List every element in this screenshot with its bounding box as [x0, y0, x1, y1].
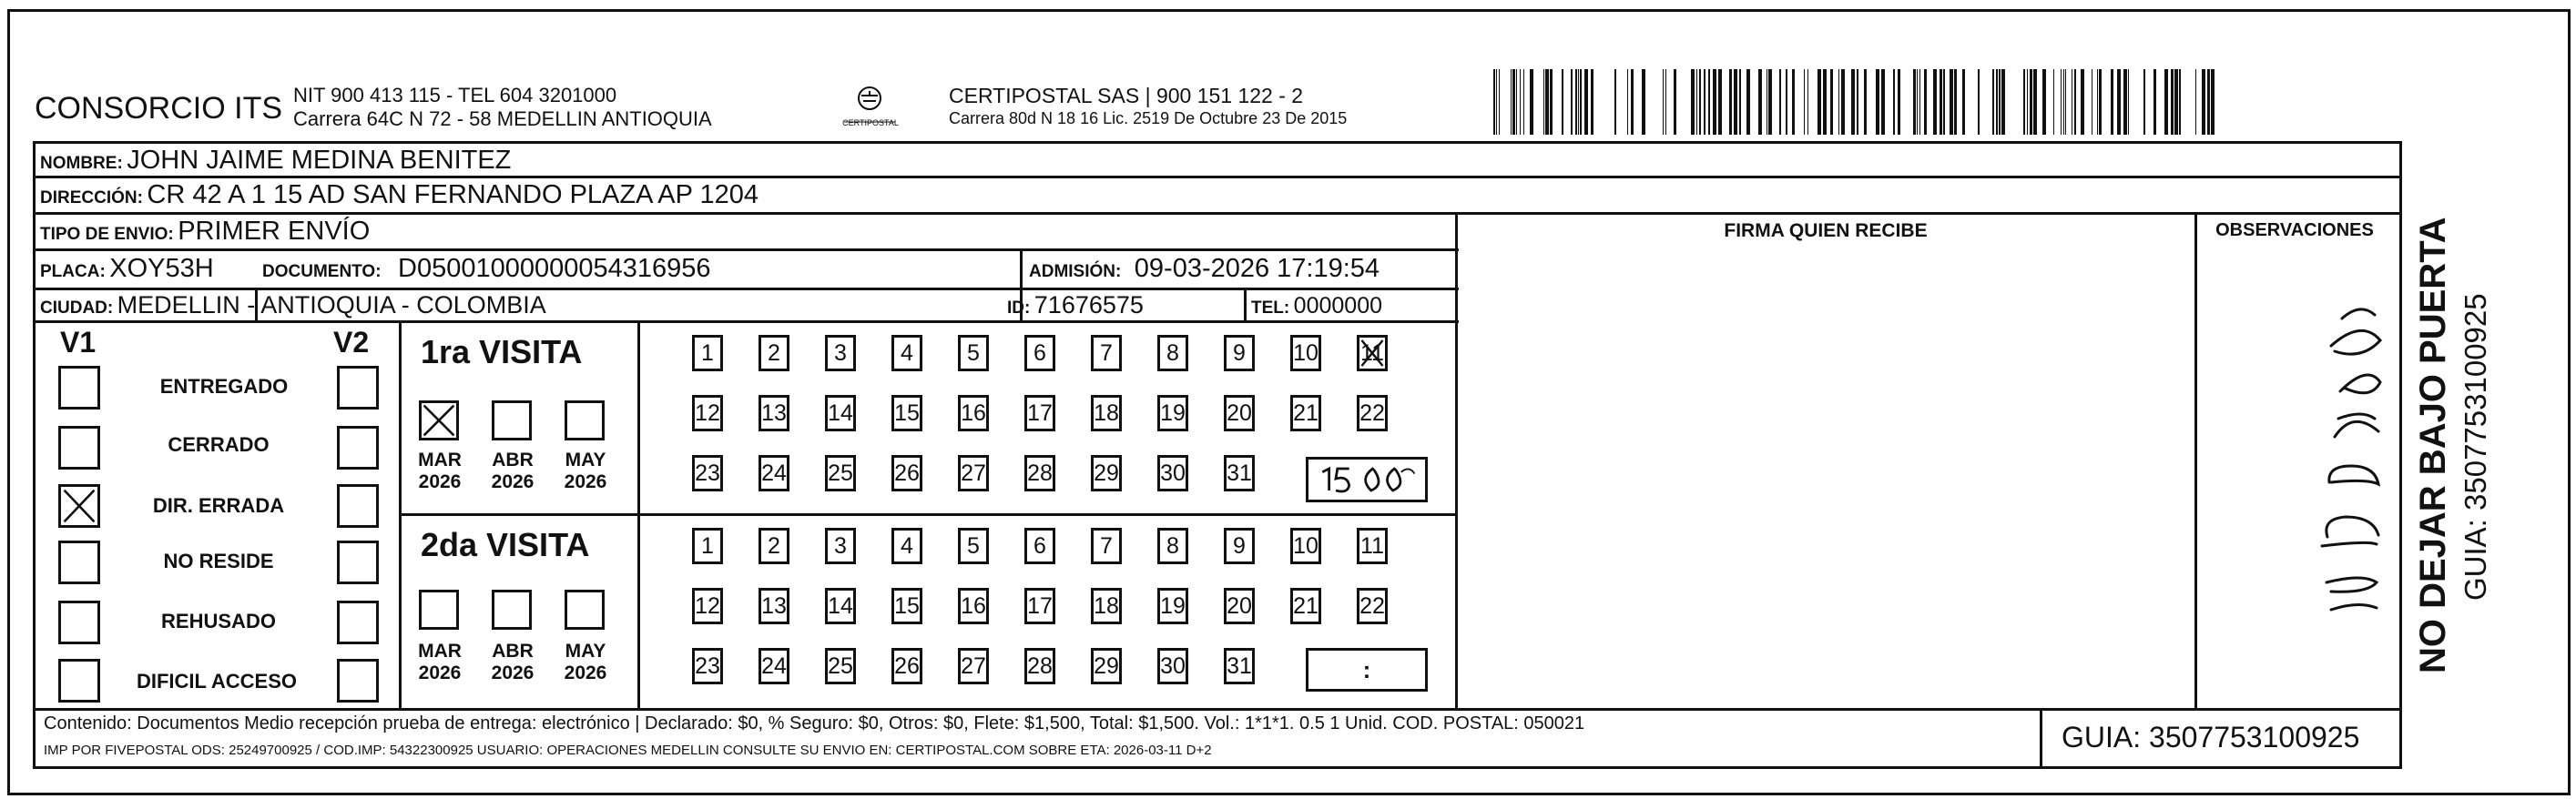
handwritten-observation: [2295, 291, 2395, 619]
v2-checkbox-no-reside[interactable]: [337, 541, 379, 584]
status-entregado: ENTREGADO: [159, 375, 289, 398]
v2-checkbox-dir-errada[interactable]: [337, 484, 379, 528]
tel-label: TEL:: [1251, 298, 1290, 318]
footer-print-info: IMP POR FIVEPOSTAL ODS: 25249700925 / COD.IMP: 54322300925 USUARIO: OPERACIONES MEDELLIN CONSULTE SU ENVIO EN: CERTIPOSTAL.COM SOBRE ETA: 2026-03-11 D+2: [44, 743, 1212, 758]
first-visit-day-7[interactable]: 7: [1091, 335, 1122, 371]
footer-line: [33, 708, 2402, 711]
first-visit-day-3[interactable]: 3: [825, 335, 856, 371]
second-visit-month-may[interactable]: [565, 590, 605, 630]
v1-checkbox-dir-errada[interactable]: [58, 484, 100, 528]
first-visit-day-27[interactable]: 27: [958, 455, 989, 491]
col-line: [1244, 288, 1247, 320]
status-rehusado: REHUSADO: [161, 610, 276, 632]
id-label: ID:: [1007, 298, 1031, 318]
shipment-type-label: TIPO DE ENVIO:: [40, 225, 174, 244]
first-visit-month-label-abr: ABR 2026: [491, 450, 535, 492]
tel-value: 0000000: [1293, 293, 1382, 319]
first-visit-day-4[interactable]: 4: [891, 335, 922, 371]
first-visit-day-15[interactable]: 15: [891, 395, 922, 431]
second-visit-day-17[interactable]: 17: [1024, 588, 1055, 624]
second-visit-time-box[interactable]: [1306, 648, 1428, 692]
v1-checkbox-rehusado[interactable]: [58, 601, 100, 644]
first-visit-month-label-mar: MAR 2026: [418, 450, 462, 492]
second-visit-day-4[interactable]: 4: [891, 528, 922, 564]
first-visit-day-25[interactable]: 25: [825, 455, 856, 491]
second-visit-day-31[interactable]: 31: [1224, 648, 1255, 684]
col-line: [2040, 708, 2042, 769]
plate-field: [40, 254, 214, 284]
company-name: CONSORCIO ITS: [35, 91, 283, 126]
second-visit-day-24[interactable]: 24: [759, 648, 789, 684]
first-visit-day-13[interactable]: 13: [759, 395, 789, 431]
second-visit-day-13[interactable]: 13: [759, 588, 789, 624]
first-visit-day-19[interactable]: 19: [1157, 395, 1188, 431]
first-visit-day-10[interactable]: 10: [1290, 335, 1321, 371]
second-visit-day-10[interactable]: 10: [1290, 528, 1321, 564]
first-visit-day-24[interactable]: 24: [759, 455, 789, 491]
second-visit-day-22[interactable]: 22: [1357, 588, 1388, 624]
second-visit-day-12[interactable]: 12: [692, 588, 723, 624]
first-visit-day-12[interactable]: 12: [692, 395, 723, 431]
second-visit-day-21[interactable]: 21: [1290, 588, 1321, 624]
first-visit-day-8[interactable]: 8: [1157, 335, 1188, 371]
certipostal-logo-icon: [833, 82, 906, 137]
first-visit-title: 1ra VISITA: [421, 333, 583, 370]
v1-checkbox-no-reside[interactable]: [58, 541, 100, 584]
name-label: NOMBRE:: [40, 154, 123, 173]
v1-checkbox-dificil-acceso[interactable]: [58, 659, 100, 703]
first-visit-day-21[interactable]: 21: [1290, 395, 1321, 431]
document-label: DOCUMENTO:: [262, 262, 382, 281]
shipment-type-row: [40, 217, 370, 247]
first-visit-month-abr[interactable]: [492, 400, 532, 440]
admission-label: ADMISIÓN:: [1029, 262, 1122, 281]
second-visit-month-label-may: MAY 2026: [564, 641, 607, 683]
second-visit-day-28[interactable]: 28: [1024, 648, 1055, 684]
side-guide-number: GUIA: 3507753100925: [2459, 293, 2492, 601]
document-field: [262, 254, 711, 284]
v1-checkbox-entregado[interactable]: [58, 366, 100, 410]
second-visit-day-11[interactable]: 11: [1357, 528, 1388, 564]
second-visit-day-20[interactable]: 20: [1224, 588, 1255, 624]
barcode: [1493, 69, 2222, 135]
first-visit-day-22[interactable]: 22: [1357, 395, 1388, 431]
address-label: DIRECCIÓN:: [40, 188, 143, 207]
first-visit-month-mar[interactable]: [419, 400, 459, 440]
row-line: [33, 320, 1459, 323]
second-visit-month-abr[interactable]: [492, 590, 532, 630]
first-visit-day-17[interactable]: 17: [1024, 395, 1055, 431]
handwritten-note-icon: [2295, 291, 2395, 619]
first-visit-day-20[interactable]: 20: [1224, 395, 1255, 431]
observations-header: OBSERVACIONES: [2215, 220, 2374, 240]
first-visit-day-28[interactable]: 28: [1024, 455, 1055, 491]
status-dificil-acceso: DIFICIL ACCESO: [136, 670, 297, 693]
first-visit-day-1[interactable]: 1: [692, 335, 723, 371]
status-dir-errada: DIR. ERRADA: [152, 494, 285, 517]
row-line: [33, 212, 2402, 215]
id-field: [1007, 291, 1144, 319]
second-visit-title: 2da VISITA: [421, 526, 590, 563]
first-visit-day-2[interactable]: 2: [759, 335, 789, 371]
first-visit-day-18[interactable]: 18: [1091, 395, 1122, 431]
side-warning: NO DEJAR BAJO PUERTA: [2413, 217, 2453, 673]
admission-value: 09-03-2026 17:19:54: [1134, 254, 1380, 283]
company-address: Carrera 64C N 72 - 58 MEDELLIN ANTIOQUIA: [293, 107, 712, 130]
check-x-icon: [61, 487, 97, 525]
address-row: [40, 180, 759, 210]
v2-label: V2: [333, 326, 370, 359]
v2-checkbox-entregado[interactable]: [337, 366, 379, 410]
first-visit-day-6[interactable]: 6: [1024, 335, 1055, 371]
second-visit-day-16[interactable]: 16: [958, 588, 989, 624]
second-visit-month-label-abr: ABR 2026: [491, 641, 535, 683]
second-visit-day-7[interactable]: 7: [1091, 528, 1122, 564]
city-label: CIUDAD:: [40, 298, 114, 318]
second-visit-day-5[interactable]: 5: [958, 528, 989, 564]
first-visit-day-16[interactable]: 16: [958, 395, 989, 431]
handwritten-time: [1308, 459, 1425, 501]
signature-header: FIRMA QUIEN RECIBE: [1724, 220, 1928, 241]
second-visit-day-29[interactable]: 29: [1091, 648, 1122, 684]
footer-content: Contenido: Documentos Medio recepción prueba de entrega: electrónico | Declarado: $0, % Seguro: $0, Otros: $0, Flete: $1,500, Total: $1,500. Vol.: 1*1*1. 0.5 1 Unid. COD. POSTAL: 050021: [44, 713, 1585, 733]
first-visit-month-may[interactable]: [565, 400, 605, 440]
second-visit-day-25[interactable]: 25: [825, 648, 856, 684]
second-visit-day-15[interactable]: 15: [891, 588, 922, 624]
first-visit-day-5[interactable]: 5: [958, 335, 989, 371]
second-visit-day-2[interactable]: 2: [759, 528, 789, 564]
check-x-icon: [422, 403, 456, 438]
plate-value: XOY53H: [109, 254, 214, 283]
first-visit-day-23[interactable]: 23: [692, 455, 723, 491]
v2-checkbox-dificil-acceso[interactable]: [337, 659, 379, 703]
shipment-type: PRIMER ENVÍO: [178, 217, 371, 246]
first-visit-day-31[interactable]: 31: [1224, 455, 1255, 491]
footer-guide: GUIA: 3507753100925: [2062, 721, 2360, 753]
recipient-name: JOHN JAIME MEDINA BENITEZ: [127, 146, 512, 175]
recipient-address: CR 42 A 1 15 AD SAN FERNANDO PLAZA AP 1204: [147, 180, 759, 209]
company-nit: NIT 900 413 115 - TEL 604 3201000: [293, 84, 617, 106]
city-field: [40, 291, 546, 319]
row-line: [33, 248, 1459, 251]
second-visit-month-label-mar: MAR 2026: [418, 641, 462, 683]
second-visit-day-26[interactable]: 26: [891, 648, 922, 684]
certipostal-logo: [833, 82, 906, 137]
row-line: [33, 176, 2402, 178]
barcode-image: [1493, 69, 2222, 135]
city-value: MEDELLIN - ANTIOQUIA - COLOMBIA: [117, 291, 546, 319]
v2-checkbox-rehusado[interactable]: [337, 601, 379, 644]
first-visit-day-30[interactable]: 30: [1157, 455, 1188, 491]
second-visit-day-30[interactable]: 30: [1157, 648, 1188, 684]
col-line: [2194, 212, 2197, 708]
first-visit-day-14[interactable]: 14: [825, 395, 856, 431]
tel-field: [1251, 293, 1382, 319]
second-visit-day-23[interactable]: 23: [692, 648, 723, 684]
admission-field: [1029, 254, 1380, 284]
second-visit-day-8[interactable]: 8: [1157, 528, 1188, 564]
second-visit-time: :: [1362, 655, 1371, 683]
plate-label: PLACA:: [40, 262, 106, 281]
second-visit-day-9[interactable]: 9: [1224, 528, 1255, 564]
id-value: 71676575: [1033, 291, 1144, 319]
logo-caption: CERTIPOSTAL: [842, 118, 899, 127]
row-line: [399, 513, 1457, 516]
first-visit-day-26[interactable]: 26: [891, 455, 922, 491]
v1-checkbox-cerrado[interactable]: [58, 426, 100, 470]
first-visit-month-label-may: MAY 2026: [564, 450, 607, 492]
status-no-reside: NO RESIDE: [163, 550, 274, 572]
courier-address: Carrera 80d N 18 16 Lic. 2519 De Octubre 23 De 2015: [949, 109, 1348, 127]
courier-name: CERTIPOSTAL SAS | 900 151 122 - 2: [949, 84, 1304, 107]
second-visit-day-3[interactable]: 3: [825, 528, 856, 564]
second-visit-day-6[interactable]: 6: [1024, 528, 1055, 564]
second-visit-month-mar[interactable]: [419, 590, 459, 630]
status-cerrado: CERRADO: [168, 433, 270, 456]
second-visit-day-19[interactable]: 19: [1157, 588, 1188, 624]
second-visit-day-18[interactable]: 18: [1091, 588, 1122, 624]
document-value: D05001000000054316956: [398, 254, 711, 283]
first-visit-day-29[interactable]: 29: [1091, 455, 1122, 491]
v2-checkbox-cerrado[interactable]: [337, 426, 379, 470]
v1-label: V1: [60, 326, 97, 359]
name-row: [40, 146, 511, 176]
first-visit-day-9[interactable]: 9: [1224, 335, 1255, 371]
second-visit-day-1[interactable]: 1: [692, 528, 723, 564]
second-visit-day-14[interactable]: 14: [825, 588, 856, 624]
check-x-icon: [1359, 338, 1385, 369]
first-visit-day-11[interactable]: 11: [1357, 335, 1388, 371]
second-visit-day-27[interactable]: 27: [958, 648, 989, 684]
first-visit-time-box[interactable]: [1306, 457, 1428, 502]
col-line: [1455, 212, 1458, 708]
